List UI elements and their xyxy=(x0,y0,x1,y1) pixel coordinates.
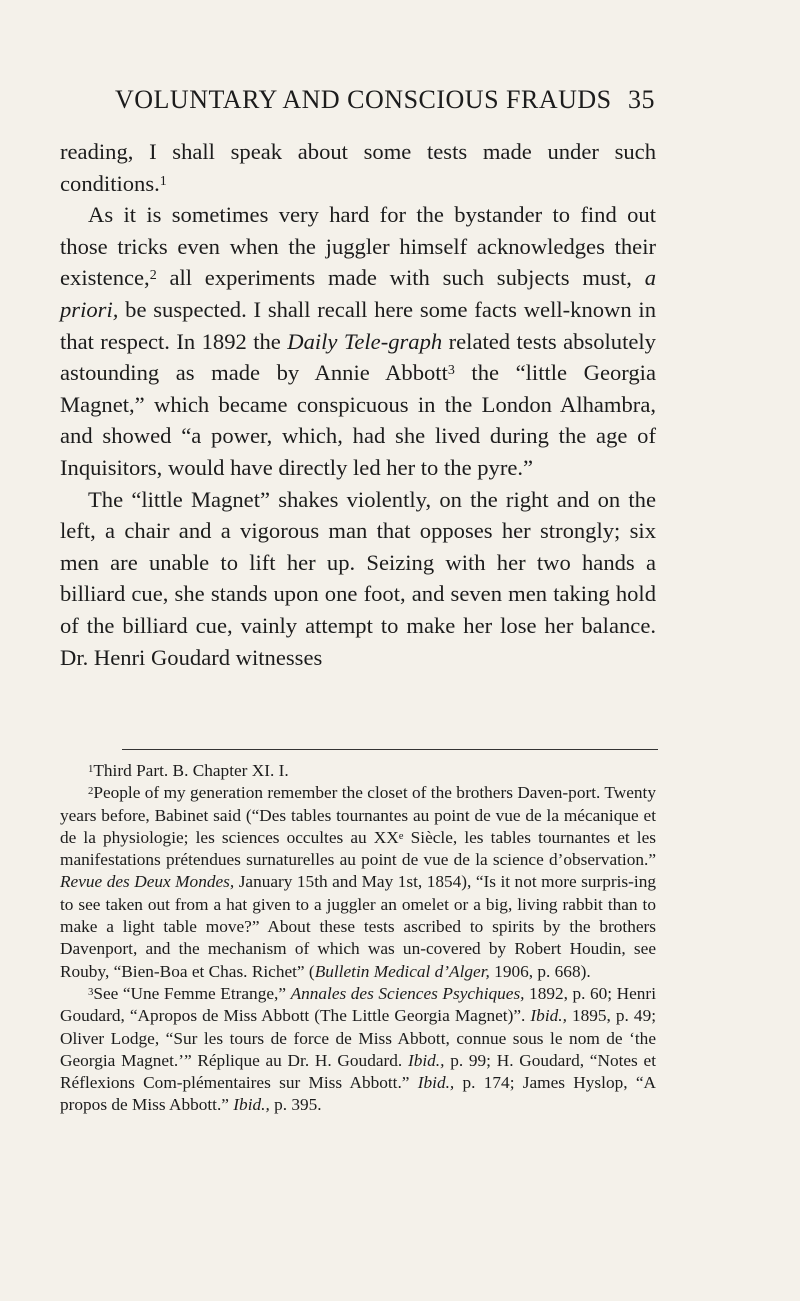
footnote-ref-3: 3 xyxy=(447,363,455,379)
main-text xyxy=(60,136,656,673)
italic-a-priori: a priori, xyxy=(60,265,656,322)
footnote-3: $^3$See “Une Femme Etrange,” Annales des Sciences Psychiques, 1892, p. 60; Henri Goudard, “Apropos de Miss Abbott (The Little Georgia Magnet)”. Ibid., 1895, p. 49; Oliver Lodge, “Sur les tours de force de Miss Abbott, connue sous le nom de ‘the Georgia Magnet.’” Réplique au Dr. H. Goudard. Ibid., p. 99; H. Goudard, “Notes et Réflexions Com-plémentaires sur Miss Abbott.” Ibid., p. 174; James Hyslop, “A propos de Miss Abbott.” Ibid., p. 395. xyxy=(60,983,657,1115)
footnote-ref-2: 2 xyxy=(149,268,157,284)
footnote-ref-1: 1 xyxy=(159,173,167,189)
paragraph-magnet: The “little Magnet” shakes violently, on the right and on the left, a chair and a vigorous man that opposes her strongly; six men are unable to lift her up. Seizing with her two hands a billiard cue, she stands upon one foot, and seven men taking hold of the billiard cue, vainly attempt to make her lose her balance. Dr. Henri Goudard witnesses xyxy=(60,486,656,670)
footnote-divider xyxy=(122,749,658,750)
running-title: VOLUNTARY AND CONSCIOUS FRAUDS xyxy=(115,85,612,114)
italic-daily-telegraph: Daily Tele-graph xyxy=(287,328,443,354)
footnote-2: $^2$People of my generation remember the closet of the brothers Daven-port. Twenty years before, Babinet said (“Des tables tournantes au point de vue de la mécanique et de la physiologie; les sciences occultes au XXe Siècle, les tables tournantes et les manifestations prétendues surnaturelles au point de vue de la science d’observation.” Revue des Deux Mondes, January 15th and May 1st, 1854), “Is it not more surpris-ing to see taken out from a hat given to a juggler an omelet or a big, living rabbit than to make a light table move?” About these tests ascribed to spirits by the brothers Davenport, and the mechanism of which was un-covered by Robert Houdin, see Rouby, “Bien-Boa et Chas. Richet” (Bulletin Medical d’Alger, 1906, p. 668). xyxy=(60,783,656,981)
paragraph-continued: reading, I shall speak about some tests made under such conditions.$^1$ xyxy=(60,139,656,196)
page-number: 35 xyxy=(628,85,655,114)
footnotes xyxy=(60,760,656,1117)
footnote-1: $^1$Third Part. B. Chapter XI. I. xyxy=(88,761,289,780)
running-header xyxy=(115,84,655,116)
paragraph-abbott: As it is sometimes very hard for the bystander to find out those tricks even when the juggler himself acknowledges their existence,$^2$ all experiments made with such subjects must, a priori, be suspected. I shall recall here some facts well-known in that respect. In 1892 the Daily Tele-graph related tests absolutely astounding as made by Annie Abbott$^3$ the “little Georgia Magnet,” which became conspicuous in the London Alhambra, and showed “a power, which, had she lived during the age of Inquisitors, would have directly led her to the pyre.” xyxy=(60,202,656,480)
